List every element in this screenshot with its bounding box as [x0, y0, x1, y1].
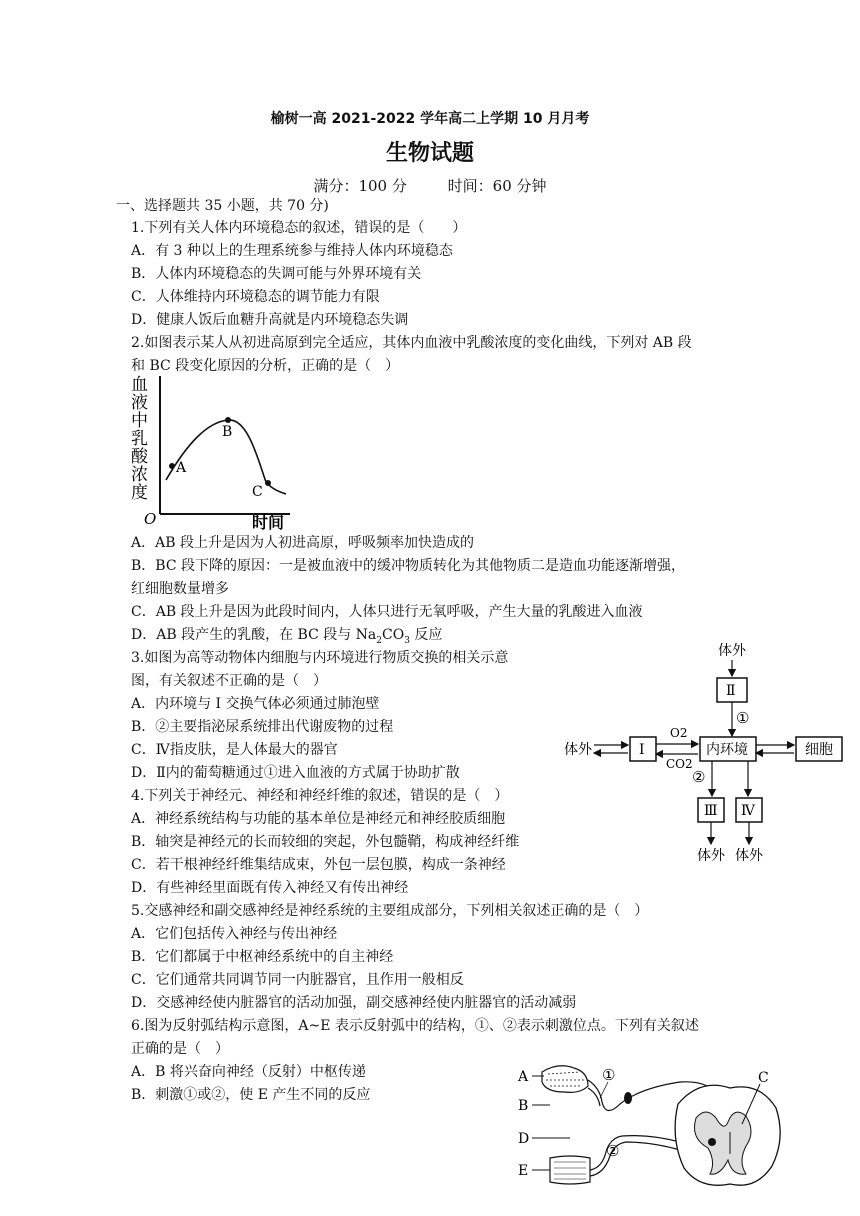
q4-option-d: D．有些神经里面既有传入神经又有传出神经	[131, 880, 409, 896]
subject-title: 生物试题	[385, 140, 474, 166]
y-label-char: 度	[131, 483, 148, 503]
box-iv-label: Ⅳ	[741, 803, 755, 819]
q6-stem-line1: 6.图为反射弧结构示意图，A~E 表示反射弧中的结构，①、②表示刺激位点。下列有关叙述	[131, 1018, 699, 1034]
q3-option-c: C．Ⅳ指皮肤，是人体最大的器官	[131, 742, 338, 758]
point-c-marker	[265, 480, 271, 486]
label-a: A	[518, 1069, 529, 1085]
q2-option-b-line2: 红细胞数量增多	[131, 581, 229, 597]
y-label-char: 中	[131, 411, 148, 431]
full-score: 满分：100 分	[313, 177, 407, 195]
q5-option-d: D．交感神经使内脏器官的活动加强，副交感神经使内脏器官的活动减弱	[131, 995, 577, 1011]
mark-2: ②	[692, 768, 706, 786]
time-limit: 时间：60 分钟	[447, 177, 547, 195]
point-b-label: B	[222, 424, 233, 440]
school-title: 榆树一高 2021-2022 学年高二上学期 10 月月考	[270, 111, 590, 127]
q2-option-d	[131, 625, 442, 651]
q3-stem-line1: 3.如图为高等动物体内细胞与内环境进行物质交换的相关示意	[131, 650, 509, 666]
ganglion	[624, 1092, 632, 1104]
receptor-skin	[542, 1066, 588, 1093]
exchange-diagram	[562, 638, 848, 866]
q4-option-c: C．若干根神经纤维集结成束，外包一层包膜，构成一条神经	[131, 857, 506, 873]
graph-y-label	[131, 375, 149, 503]
co2-label: CO2	[666, 757, 693, 771]
graph-origin: O	[144, 510, 157, 528]
point-c-label: C	[252, 484, 263, 500]
lactic-acid-graph	[128, 372, 303, 534]
y-label-char: 乳	[131, 429, 148, 449]
q5-option-c: C．它们通常共同调节同一内脏器官，且作用一般相反	[131, 972, 464, 988]
q1-stem: 1.下列有关人体内环境稳态的叙述，错误的是（ ）	[131, 220, 467, 236]
o2-label: O2	[670, 726, 688, 740]
q2-option-b-line1: B．BC 段下降的原因：一是被血液中的缓冲物质转化为其他物质二是造血功能逐渐增强，	[131, 558, 685, 574]
box-iii-label: Ⅲ	[704, 803, 718, 819]
q6-stem-line2: 正确的是（ ）	[131, 1041, 229, 1057]
y-label-char: 液	[131, 393, 148, 413]
q3-option-d: D．Ⅱ内的葡萄糖通过①进入血液的方式属于协助扩散	[131, 765, 460, 781]
point-a-label: A	[176, 460, 187, 476]
graph-x-label: 时间	[252, 513, 285, 532]
y-label-char: 血	[131, 375, 148, 395]
q2-option-d-sub: 2	[376, 635, 383, 646]
mark-1: ①	[736, 709, 750, 727]
q5-option-a: A．它们包括传入神经与传出神经	[131, 926, 338, 942]
q2-option-d-text: CO	[382, 627, 405, 643]
q2-option-d-text: D．AB 段产生的乳酸，在 BC 段与 Na	[131, 627, 377, 643]
spinal-cord	[675, 1085, 780, 1185]
effector-muscle	[550, 1156, 590, 1184]
q6-option-b: B．刺激①或②，使 E 产生不同的反应	[131, 1087, 371, 1103]
stimulus-mark-1: ①	[602, 1066, 616, 1084]
q3-option-a: A．内环境与 I 交换气体必须通过肺泡壁	[131, 696, 380, 712]
stimulus-mark-2: ②	[606, 1142, 620, 1160]
q2-option-a: A．AB 段上升是因为人初进高原，呼吸频率加快造成的	[131, 535, 474, 551]
point-b-marker	[225, 417, 231, 423]
q2-option-c: C．AB 段上升是因为此段时间内，人体只进行无氧呼吸，产生大量的乳酸进入血液	[131, 604, 643, 620]
cell-label: 细胞	[805, 742, 833, 758]
outside-left: 体外	[564, 742, 592, 758]
q3-stem-line2: 图，有关叙述不正确的是（ ）	[131, 673, 327, 689]
label-c: C	[758, 1070, 769, 1086]
point-a-marker	[169, 463, 175, 469]
q1-option-d: D．健康人饭后血糖升高就是内环境稳态失调	[131, 312, 409, 328]
label-d: D	[518, 1131, 530, 1147]
q1-option-c: C．人体维持内环境稳态的调节能力有限	[131, 289, 380, 305]
q6-option-a: A．B 将兴奋向神经（反射）中枢传递	[131, 1064, 366, 1080]
q2-option-d-text: 反应	[409, 627, 443, 643]
q1-option-b: B．人体内环境稳态的失调可能与外界环境有关	[131, 266, 422, 282]
outside-top: 体外	[718, 643, 746, 659]
outside-bottom-left: 体外	[697, 848, 725, 864]
box-ii-label: Ⅱ	[726, 683, 736, 699]
q1-option-a: A．有 3 种以上的生理系统参与维持人体内环境稳态	[131, 243, 453, 259]
q2-stem-line2: 和 BC 段变化原因的分析，正确的是（ ）	[131, 358, 400, 374]
section-title: 一、选择题共 35 小题，共 70 分)	[116, 198, 329, 214]
label-b: B	[518, 1098, 529, 1114]
q2-stem-line1: 2.如图表示某人从初进高原到完全适应，其体内血液中乳酸浓度的变化曲线，下列对 AB 段	[131, 335, 692, 351]
q4-stem: 4.下列关于神经元、神经和神经纤维的叙述，错误的是（ ）	[131, 788, 509, 804]
q4-option-a: A．神经系统结构与功能的基本单位是神经元和神经胶质细胞	[131, 811, 506, 827]
reflex-arc-diagram	[510, 1058, 790, 1206]
y-label-char: 酸	[131, 447, 148, 467]
y-label-char: 浓	[131, 465, 148, 485]
box-i-label: Ⅰ	[639, 742, 645, 758]
inner-environment-label: 内环境	[706, 742, 748, 758]
outside-bottom-right: 体外	[735, 848, 763, 864]
q4-option-b: B．轴突是神经元的长而较细的突起，外包髓鞘，构成神经纤维	[131, 834, 520, 850]
label-e: E	[518, 1163, 529, 1179]
q3-option-b: B．②主要指泌尿系统排出代谢废物的过程	[131, 719, 394, 735]
exam-meta	[0, 175, 860, 196]
q2-option-d-sub: 3	[404, 635, 410, 646]
q5-option-b: B．它们都属于中枢神经系统中的自主神经	[131, 949, 394, 965]
q5-stem: 5.交感神经和副交感神经是神经系统的主要组成部分，下列相关叙述正确的是（ ）	[131, 903, 649, 919]
